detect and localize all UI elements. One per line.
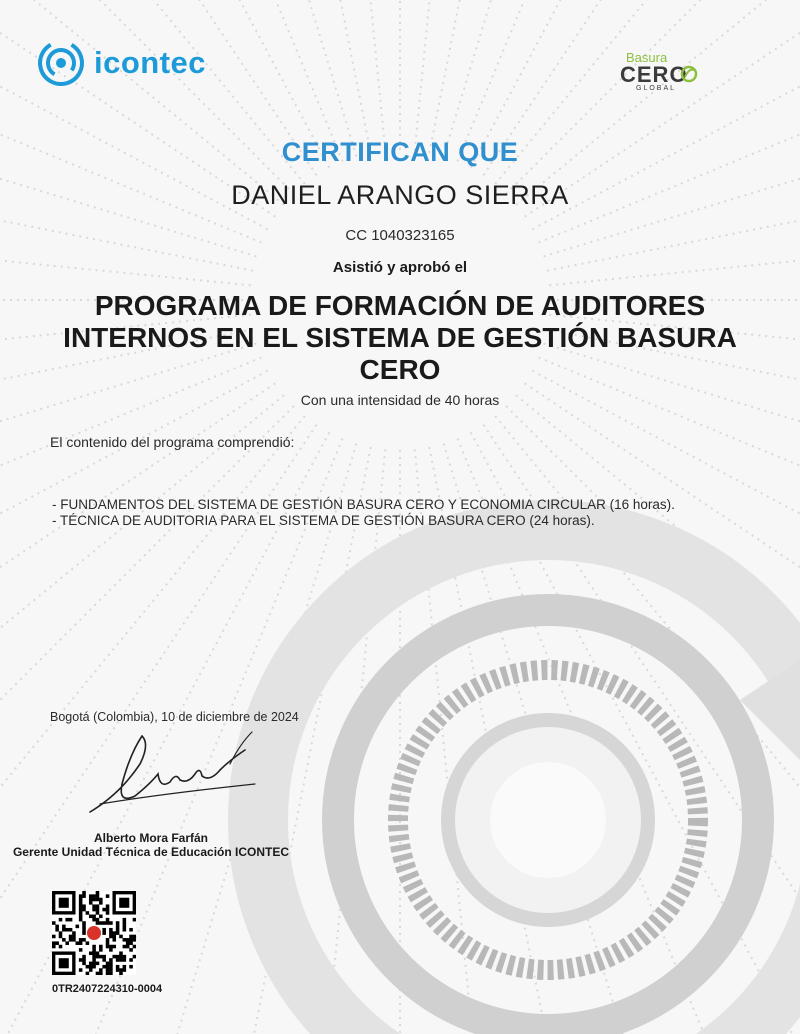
qr-center-logo-icon [87,926,101,940]
signer-name: Alberto Mora Farfán [93,831,208,845]
basura-cero-logo-bottom: GLOBAL [636,85,677,92]
basura-cero-logo [618,50,702,96]
content-intro: El contenido del programa comprendió: [50,434,295,450]
certificate-title: CERTIFICAN QUE [281,137,519,167]
content-list [52,497,675,529]
basura-cero-logo-top: Basura [626,50,668,65]
holder-name: DANIEL ARANGO SIERRA [231,180,569,210]
certificate-code: 0TR2407224310-0004 [52,983,163,995]
leaf-icon [680,64,698,84]
signer-role: Gerente Unidad Técnica de Educación ICONTEC [12,845,290,859]
attended-label: Asistió y aprobó el [332,259,468,276]
basura-cero-logo-middle: CERO [620,62,688,87]
icontec-logo-text: icontec [94,45,207,80]
content-item: - FUNDAMENTOS DEL SISTEMA DE GESTIÓN BASURA CERO Y ECONOMIA CIRCULAR (16 horas). [52,497,675,512]
signature [80,724,260,824]
place-date: Bogotá (Colombia), 10 de diciembre de 2024 [50,710,299,724]
icontec-logo [36,38,206,88]
qr-code[interactable] [52,891,136,975]
program-title: PROGRAMA DE FORMACIÓN DE AUDITORES INTERNOS EN EL SISTEMA DE GESTIÓN BASURA CERO [63,290,737,385]
program-intensity: Con una intensidad de 40 horas [300,392,500,408]
holder-id: CC 1040323165 [345,227,455,244]
icontec-emblem-icon [36,38,86,88]
content-item: - TÉCNICA DE AUDITORIA PARA EL SISTEMA DE GESTIÓN BASURA CERO (24 horas). [52,513,595,528]
